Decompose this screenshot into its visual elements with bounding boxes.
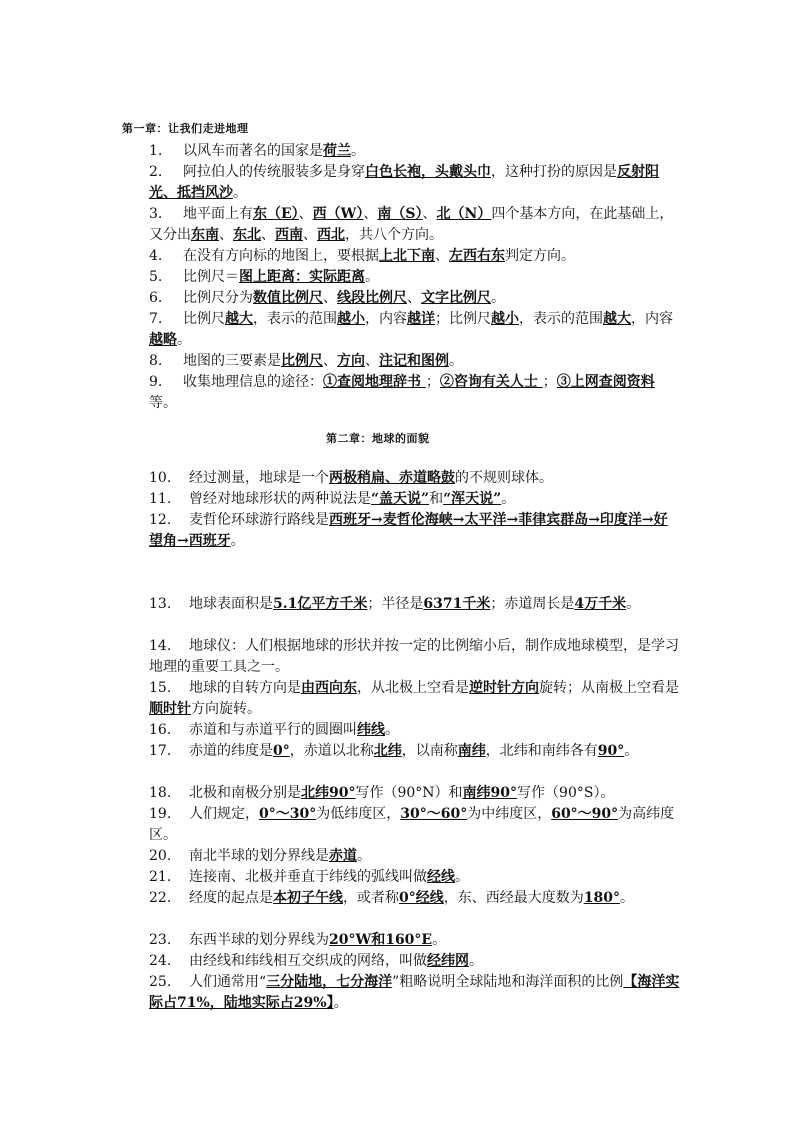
item-text: 、 bbox=[298, 206, 313, 222]
answer-text: 经线 bbox=[427, 869, 455, 885]
list-item bbox=[149, 468, 681, 489]
item-text: ，这种打扮的原因是 bbox=[491, 164, 617, 180]
answer-text: 东南 bbox=[191, 227, 219, 243]
answer-text: 6371千米 bbox=[423, 596, 491, 612]
answer-text: 注记和图例 bbox=[379, 353, 449, 369]
item-number: 4. bbox=[149, 248, 163, 264]
answer-text: 【海洋实际占71%，陆地实际占29%】 bbox=[149, 974, 680, 1011]
list-item bbox=[149, 930, 681, 951]
item-text: ；半径是 bbox=[367, 596, 424, 612]
item-text: 。 bbox=[432, 932, 447, 948]
list-item bbox=[149, 267, 681, 288]
answer-text: 西北 bbox=[317, 227, 345, 243]
item-text: 、 bbox=[363, 206, 378, 222]
list-item bbox=[149, 678, 681, 720]
item-text: 、 bbox=[323, 353, 337, 369]
list-item bbox=[149, 288, 681, 309]
answer-text: 东北 bbox=[233, 227, 261, 243]
answer-text: 西南 bbox=[275, 227, 303, 243]
item-text: 。 bbox=[491, 290, 505, 306]
list-item bbox=[149, 741, 681, 762]
item-text: ，从北极上空看是 bbox=[357, 680, 469, 696]
answer-text: 荷兰 bbox=[323, 143, 351, 159]
chapter-2-heading: 第二章：地球的面貌 bbox=[326, 432, 430, 445]
item-text: 、 bbox=[435, 248, 449, 264]
answer-text: “盖天说” bbox=[371, 491, 430, 507]
answer-text: 越详 bbox=[407, 311, 435, 327]
item-text: 。 bbox=[624, 743, 639, 759]
item-number: 2. bbox=[149, 164, 163, 180]
item-text: 。 bbox=[357, 848, 371, 864]
item-number: 9. bbox=[149, 374, 163, 390]
answer-text: ③上网查阅资料 bbox=[556, 374, 655, 390]
answer-text: 三分陆地，七分海洋 bbox=[266, 974, 393, 990]
item-text: 、 bbox=[261, 227, 275, 243]
item-text: 曾经对地球形状的两种说法是 bbox=[189, 491, 371, 507]
answer-text: 方向 bbox=[337, 353, 365, 369]
item-text: ，北纬和南纬各有 bbox=[485, 743, 598, 759]
answer-text: 4万千米 bbox=[574, 596, 627, 612]
answer-text: 北纬 bbox=[373, 743, 402, 759]
item-number: 22. bbox=[149, 890, 172, 906]
answer-text: 经纬网 bbox=[427, 953, 469, 969]
item-text: ； bbox=[425, 374, 440, 390]
item-number: 3. bbox=[149, 206, 163, 222]
answer-text: 图上距离：实际距离 bbox=[239, 269, 365, 285]
item-number: 21. bbox=[149, 869, 172, 885]
item-text: ； bbox=[542, 374, 557, 390]
list-item bbox=[149, 867, 681, 888]
answer-text: 北纬90° bbox=[301, 785, 356, 801]
item-text: 赤道的纬度是 bbox=[189, 743, 273, 759]
item-number: 11. bbox=[149, 491, 172, 507]
item-text: 比例尺＝ bbox=[183, 269, 239, 285]
item-text: 人们规定， bbox=[189, 806, 259, 822]
item-text: ，东、西经最大度数为 bbox=[443, 890, 584, 906]
item-number: 24. bbox=[149, 953, 172, 969]
list-item bbox=[149, 951, 681, 972]
list-item bbox=[149, 783, 681, 804]
item-text: 。 bbox=[365, 269, 379, 285]
answer-text: 上北下南 bbox=[379, 248, 435, 264]
answer-text: 北（N） bbox=[436, 206, 492, 222]
item-text: ，或者称 bbox=[343, 890, 399, 906]
answer-text: 白色长袍，头戴头巾 bbox=[365, 164, 491, 180]
answer-text: 西（W） bbox=[312, 206, 364, 222]
list-item bbox=[149, 141, 681, 162]
list-item bbox=[149, 489, 681, 510]
list-item bbox=[149, 162, 681, 204]
item-number: 13. bbox=[149, 596, 172, 612]
item-text: 为中纬度区， bbox=[467, 806, 552, 822]
item-text: 。 bbox=[449, 353, 463, 369]
item-text: 写作（90°S）。 bbox=[517, 785, 615, 801]
item-text: 收集地理信息的途径： bbox=[183, 374, 323, 390]
item-text: 比例尺分为 bbox=[183, 290, 253, 306]
item-number: 16. bbox=[149, 722, 172, 738]
answer-text: 越小 bbox=[337, 311, 365, 327]
answer-text: 线段比例尺 bbox=[337, 290, 407, 306]
answer-text: 30°～60° bbox=[400, 806, 468, 822]
item-text: 、 bbox=[407, 290, 421, 306]
item-text: ；比例尺 bbox=[435, 311, 491, 327]
answer-text: 逆时针方向 bbox=[469, 680, 539, 696]
item-text: 。 bbox=[619, 890, 634, 906]
answer-text: ①查阅地理辞书 bbox=[323, 374, 426, 390]
item-text: 和 bbox=[429, 491, 444, 507]
item-text: 为高纬度区。 bbox=[149, 806, 675, 843]
item-text: 赤道和与赤道平行的圆圈叫 bbox=[189, 722, 357, 738]
answer-text: ②咨询有关人士 bbox=[439, 374, 543, 390]
chapter-1-heading: 第一章：让我们走进地理 bbox=[122, 122, 249, 135]
item-text: 。 bbox=[233, 185, 247, 201]
answer-text: 两极稍扁、赤道略鼓 bbox=[329, 470, 455, 486]
item-number: 20. bbox=[149, 848, 172, 864]
item-number: 19. bbox=[149, 806, 172, 822]
item-text: 。 bbox=[626, 596, 641, 612]
answer-text: 90° bbox=[597, 743, 625, 759]
list-item bbox=[149, 720, 681, 741]
item-text: 经过测量，地球是一个 bbox=[189, 470, 329, 486]
item-number: 8. bbox=[149, 353, 163, 369]
answer-text: 南纬 bbox=[457, 743, 486, 759]
item-text: ，表示的范围 bbox=[253, 311, 337, 327]
item-number: 7. bbox=[149, 311, 163, 327]
item-number: 6. bbox=[149, 290, 163, 306]
item-text: 。 bbox=[469, 953, 483, 969]
item-text: 连接南、北极并垂直于纬线的弧线叫做 bbox=[189, 869, 427, 885]
list-item bbox=[149, 594, 681, 615]
answer-text: 赤道 bbox=[329, 848, 357, 864]
list-item bbox=[149, 636, 681, 678]
item-number: 15. bbox=[149, 680, 172, 696]
item-text: 四个基本方向，在此基础上，又分出 bbox=[149, 206, 674, 243]
item-text: 、 bbox=[219, 227, 233, 243]
answer-text: 0°～30° bbox=[259, 806, 317, 822]
item-number: 14. bbox=[149, 638, 172, 654]
answer-text: 由西向东 bbox=[301, 680, 357, 696]
item-number: 18. bbox=[149, 785, 172, 801]
item-text: ；赤道周长是 bbox=[490, 596, 575, 612]
list-item bbox=[149, 804, 681, 846]
list-item bbox=[149, 204, 681, 246]
item-text: 人们通常用“ bbox=[189, 974, 267, 990]
item-text: ，内容 bbox=[365, 311, 407, 327]
item-text: 麦哲伦环球游行路线是 bbox=[189, 512, 329, 528]
answer-text: 南（S） bbox=[377, 206, 423, 222]
list-item bbox=[149, 246, 681, 267]
item-text: 。 bbox=[455, 869, 469, 885]
answer-text: 0°经线 bbox=[399, 890, 444, 906]
item-text: 的不规则球体。 bbox=[455, 470, 553, 486]
answer-text: 东（E） bbox=[253, 206, 299, 222]
item-text: 。 bbox=[177, 332, 191, 348]
item-text: 地球仪：人们根据地球的形状并按一定的比例缩小后，制作成地球模型，是学习地理的重要工具之一。 bbox=[149, 638, 679, 675]
list-item bbox=[149, 309, 681, 351]
item-text: ，表示的范围 bbox=[519, 311, 603, 327]
item-number: 10. bbox=[149, 470, 172, 486]
item-text: 。 bbox=[333, 995, 348, 1011]
answer-text: 20°W和160°E bbox=[329, 932, 433, 948]
answer-text: 西班牙→麦哲伦海峡→太平洋→菲律宾群岛→印度洋→好望角→西班牙 bbox=[149, 512, 668, 549]
answer-text: 60°～90° bbox=[551, 806, 619, 822]
item-text: 、 bbox=[422, 206, 437, 222]
answer-text: 越大 bbox=[225, 311, 253, 327]
item-text: 。 bbox=[385, 722, 399, 738]
item-text: 地球的自转方向是 bbox=[189, 680, 301, 696]
item-number: 25. bbox=[149, 974, 172, 990]
item-text: 南北半球的划分界线是 bbox=[189, 848, 329, 864]
item-text: 北极和南极分别是 bbox=[189, 785, 301, 801]
item-text: 地平面上有 bbox=[183, 206, 253, 222]
answer-text: 0° bbox=[273, 743, 290, 759]
item-text: 阿拉伯人的传统服装多是身穿 bbox=[183, 164, 365, 180]
answer-text: 纬线 bbox=[357, 722, 385, 738]
item-text: 在没有方向标的地图上，要根据 bbox=[183, 248, 379, 264]
item-text: 等。 bbox=[149, 395, 177, 411]
answer-text: 比例尺 bbox=[281, 353, 323, 369]
item-text: ，共八个方向。 bbox=[345, 227, 443, 243]
item-text: 经度的起点是 bbox=[189, 890, 273, 906]
answer-text: 5.1亿平方千米 bbox=[273, 596, 368, 612]
item-text: 由经线和纬线相互交织成的网络，叫做 bbox=[189, 953, 427, 969]
item-text: 。 bbox=[351, 143, 365, 159]
item-text: ，内容 bbox=[631, 311, 673, 327]
answer-text: 越大 bbox=[603, 311, 631, 327]
item-number: 12. bbox=[149, 512, 172, 528]
item-number: 23. bbox=[149, 932, 172, 948]
item-number: 17. bbox=[149, 743, 172, 759]
item-text: 、 bbox=[303, 227, 317, 243]
item-text: 、 bbox=[365, 353, 379, 369]
item-text: 写作（90°N）和 bbox=[355, 785, 463, 801]
item-text: 旋转；从南极上空看是 bbox=[539, 680, 679, 696]
list-item bbox=[149, 510, 681, 552]
list-item bbox=[149, 351, 681, 372]
item-text: 、 bbox=[323, 290, 337, 306]
answer-text: 顺时针 bbox=[149, 701, 191, 717]
list-item bbox=[149, 372, 681, 414]
answer-text: “浑天说” bbox=[443, 491, 502, 507]
answer-text: 左西右东 bbox=[449, 248, 505, 264]
answer-text: 越小 bbox=[491, 311, 519, 327]
item-text: 地球表面积是 bbox=[189, 596, 273, 612]
list-item bbox=[149, 888, 681, 909]
item-number: 1. bbox=[149, 143, 163, 159]
answer-text: 180° bbox=[583, 890, 620, 906]
item-text: ”粗略说明全球陆地和海洋面积的比例 bbox=[392, 974, 624, 990]
list-item bbox=[149, 972, 681, 1014]
item-text: 地图的三要素是 bbox=[183, 353, 281, 369]
item-text: ，赤道以北称 bbox=[289, 743, 374, 759]
answer-text: 文字比例尺 bbox=[421, 290, 491, 306]
item-text: 。 bbox=[501, 491, 516, 507]
item-text: 东西半球的划分界线为 bbox=[189, 932, 329, 948]
answer-text: 本初子午线 bbox=[273, 890, 343, 906]
item-text: 判定方向。 bbox=[505, 248, 575, 264]
item-text: 比例尺 bbox=[183, 311, 225, 327]
list-item bbox=[149, 846, 681, 867]
item-text: 方向旋转。 bbox=[191, 701, 261, 717]
item-text: 为低纬度区， bbox=[316, 806, 401, 822]
answer-text: 数值比例尺 bbox=[253, 290, 323, 306]
answer-text: 反射阳光、抵挡风沙 bbox=[149, 164, 659, 201]
answer-text: 南纬90° bbox=[462, 785, 518, 801]
item-text: ，以南称 bbox=[401, 743, 458, 759]
item-number: 5. bbox=[149, 269, 163, 285]
answer-text: 越略 bbox=[149, 332, 177, 348]
item-text: 以风车而著名的国家是 bbox=[183, 143, 323, 159]
item-text: 。 bbox=[230, 533, 245, 549]
